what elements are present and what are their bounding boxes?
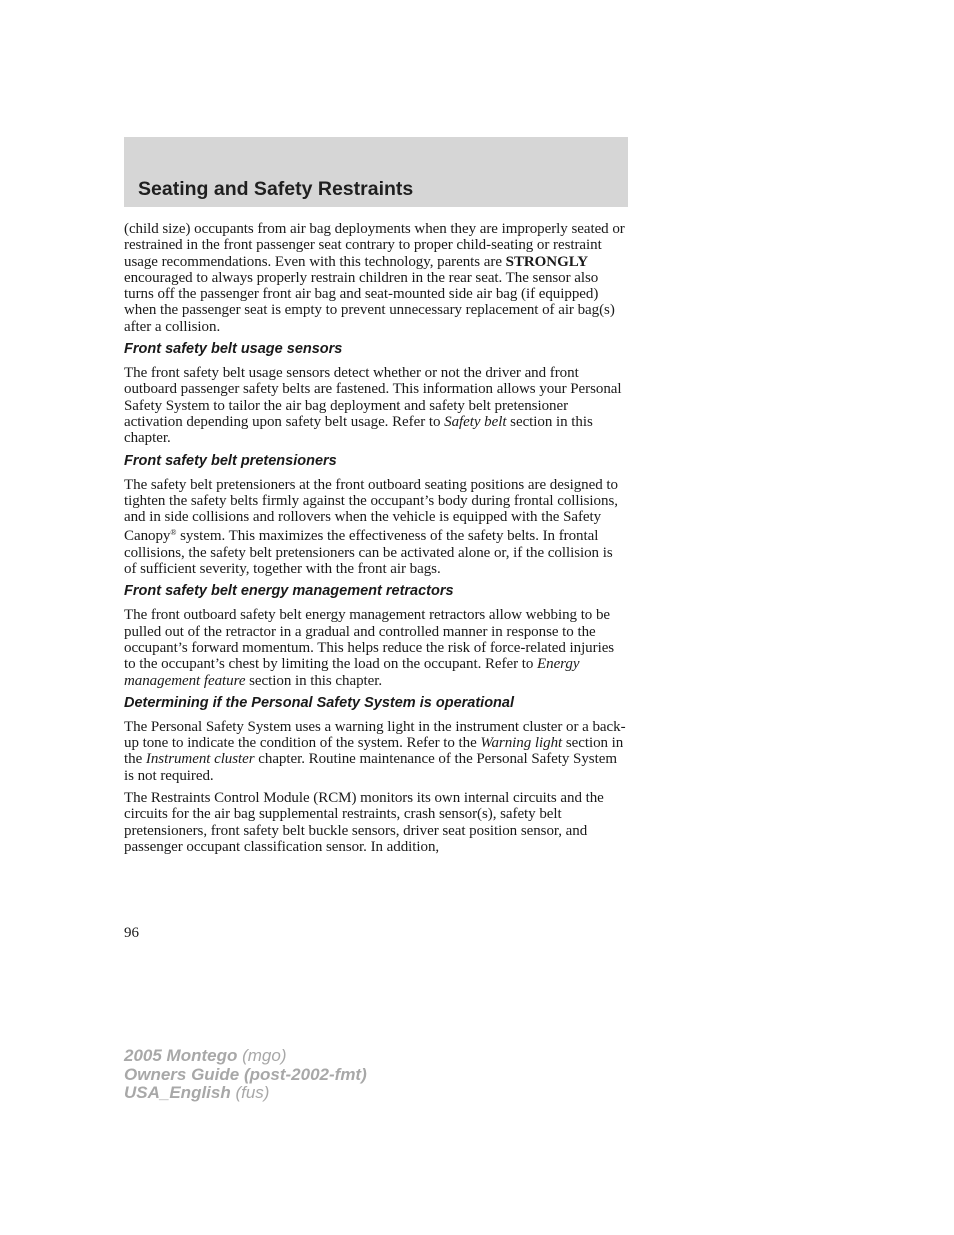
retractors-paragraph: The front outboard safety belt energy management retractors allow webbing to be pulled out of the retractor in a gradual and controlled manner in response to the occupant’s forward momentum. This helps reduce the risk of force-related injuries to the occupant’s chest by limiting the load on the occupant. Refer to Energy management feature section in this chapter. <box>124 607 615 689</box>
warning-light-reference: Warning light <box>480 735 563 752</box>
section-header-band <box>124 137 628 207</box>
safety-belt-reference: Safety belt <box>444 413 507 430</box>
footer-line-language: USA_English (fus) <box>124 1083 270 1102</box>
heading-retractors: Front safety belt energy management retractors <box>124 583 454 600</box>
strongly-emphasis: STRONGLY <box>505 253 589 270</box>
intro-paragraph: (child size) occupants from air bag deployments when they are improperly seated or restrained in the front passenger seat contrary to proper child-seating or restraint usage recommendations. Even with this technology, parents are STRONGLY encouraged to always properly restrain children in the rear seat. The sensor also turns off the passenger front air bag and seat-mounted side air bag (if equipped) when the passenger seat is empty to prevent unnecessary replacement of air bag(s) after a collision. <box>124 221 625 335</box>
section-title: Seating and Safety Restraints <box>138 178 414 200</box>
heading-usage-sensors: Front safety belt usage sensors <box>124 341 343 358</box>
footer-line-model: 2005 Montego (mgo) <box>124 1046 287 1065</box>
usage-sensors-paragraph: The front safety belt usage sensors detect whether or not the driver and front outboard passenger safety belts are fastened. This information allows your Personal Safety System to tailor the air bag deployment and safety belt pretensioner activation depending upon safety belt usage. Refer to Safety belt section in this chapter. <box>124 365 622 447</box>
page-number: 96 <box>124 925 139 941</box>
energy-management-reference: Energy management feature <box>124 656 580 689</box>
operational-paragraph-2: The Restraints Control Module (RCM) monitors its own internal circuits and the circuits for the air bag supplemental restraints, crash sensor(s), safety belt pretensioners, front safety belt buckle sensors, driver seat position sensor, and passenger occupant classification sensor. In addition, <box>124 790 604 855</box>
footer-line-guide: Owners Guide (post-2002-fmt) <box>124 1064 367 1084</box>
document-footer <box>124 1047 367 1103</box>
registered-mark: ® <box>170 528 177 538</box>
heading-pretensioners: Front safety belt pretensioners <box>124 452 337 469</box>
heading-operational: Determining if the Personal Safety System is operational <box>124 694 514 711</box>
operational-paragraph-1: The Personal Safety System uses a warning light in the instrument cluster or a back-up tone to indicate the condition of the system. Refer to the Warning light section in the Instrument cluster chapter. Routine maintenance of the Personal Safety System is not required. <box>124 718 626 784</box>
pretensioners-paragraph: The safety belt pretensioners at the front outboard seating positions are designed to tighten the safety belts firmly against the occupant’s body during frontal collisions, and in side collisions and rollovers when the vehicle is equipped with the Safety Canopy® system. This maximizes the effectiveness of the safety belts. In frontal collisions, the safety belt pretensioners can be activated alone or, if the collision is of sufficient severity, together with the front air bags. <box>124 476 618 578</box>
page-content <box>124 221 628 861</box>
instrument-cluster-reference: Instrument cluster <box>145 751 255 768</box>
